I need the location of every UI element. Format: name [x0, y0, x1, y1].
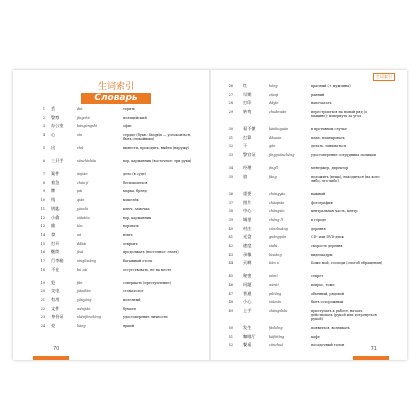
entry-hanzi: 行李箱 [51, 257, 64, 263]
entry-translation: кафе [311, 334, 320, 339]
entry-number: 9 [42, 189, 45, 194]
entry-pinyin: tiān a [269, 261, 279, 266]
entry-pinyin: sānzhīshǒu [77, 159, 97, 164]
entry-translation: перестроиться на новый ряд (о машине); повернуть за угол [311, 110, 367, 119]
entry-translation: положить (вещь), находиться (на кого-либо, что-либо) [311, 174, 381, 183]
vocab-row [211, 209, 407, 218]
entry-number: 39 [228, 217, 233, 222]
entry-hanzi: 转弯 [243, 109, 252, 115]
vocab-row [211, 201, 407, 210]
book-spread [13, 70, 407, 360]
entry-translation: сердце (букв.: fàngxīn — успокоиться, быть спокойным) [123, 133, 191, 142]
vocab-row [211, 235, 407, 244]
entry-hanzi: 牌 [51, 188, 56, 194]
entry-number: 16 [40, 250, 45, 255]
entry-pinyin: shàngshǒu [269, 309, 288, 314]
entry-hanzi: 小心 [243, 299, 252, 305]
entry-number: 40 [228, 226, 233, 231]
vocab-row [13, 242, 209, 251]
entry-number: 11 [40, 206, 45, 211]
vocab-row [211, 227, 407, 236]
entry-hanzi: 打开 [51, 240, 60, 246]
vocab-row [211, 283, 407, 292]
entry-hanzi: 干 [243, 143, 248, 149]
entry-number: 26 [228, 84, 233, 88]
entry-number: 20 [40, 289, 45, 294]
entry-pinyin: xiǎotōu [77, 215, 90, 220]
entry-pinyin: diū [77, 107, 83, 111]
entry-number: 22 [40, 306, 45, 311]
entry-pinyin: fàn [77, 280, 83, 285]
entry-number: 33 [228, 153, 233, 158]
entry-hanzi: 看不惯 [243, 126, 256, 132]
entry-translation: центральная часть, центр [311, 209, 358, 214]
vocab-row [13, 198, 209, 207]
entry-hanzi: 交电 [51, 288, 60, 294]
vocab-row [13, 146, 209, 159]
entry-number: 49 [228, 309, 233, 314]
entry-hanzi: 打印 [243, 100, 252, 106]
entry-number: 17 [40, 258, 45, 263]
vocab-row [13, 124, 209, 133]
entry-translation: в противном случае [311, 127, 347, 132]
vocab-row [13, 268, 209, 281]
entry-translation: отсутствовать, не на месте [123, 267, 172, 272]
vocab-row [13, 315, 209, 324]
entry-pinyin: sùdù [269, 243, 278, 248]
entry-translation: марка, бренд [123, 189, 147, 194]
entry-pinyin: xiǎoxīn [269, 300, 282, 305]
vocab-row [211, 136, 407, 145]
vocab-row [211, 274, 407, 283]
vocab-row [13, 250, 209, 259]
entry-number: 2 [42, 115, 45, 120]
entry-hanzi: 身份证 [51, 314, 64, 320]
entry-translation: совершать (преступление) [123, 280, 171, 285]
entry-translation: приступать к работе, начать действовать (рукой или дотронуться рукой) [311, 309, 377, 322]
entry-hanzi: 钥匙 [51, 205, 60, 211]
vocab-row [211, 84, 407, 93]
entry-hanzi: 录像 [243, 251, 252, 257]
entry-number: 30 [228, 127, 233, 132]
entry-number: 36 [228, 191, 233, 196]
entry-number: 23 [40, 315, 45, 320]
entry-pinyin: lùxiàng [269, 252, 282, 257]
entry-number: 13 [40, 224, 45, 229]
vocab-row [13, 207, 209, 216]
entry-translation: в городе [311, 217, 327, 222]
vocab-row [211, 326, 407, 335]
entry-hanzi: 红 [243, 83, 248, 88]
vocab-row [211, 218, 407, 227]
entry-number: 35 [228, 174, 233, 179]
entry-pinyin: zhōngxīn [269, 209, 285, 214]
vocab-row [211, 261, 407, 274]
entry-translation: ключ, замочка [123, 206, 150, 211]
entry-translation: взять [123, 232, 133, 237]
entry-number: 5 [42, 146, 45, 151]
entry-hanzi: 天啊 [243, 260, 252, 266]
vocab-row [13, 133, 209, 146]
entry-number: 46 [228, 283, 233, 287]
entry-hanzi: 城里 [243, 216, 252, 222]
entry-hanzi: 中心 [243, 208, 252, 214]
entry-hanzi: 出 [51, 145, 56, 151]
entry-number: 7 [42, 172, 45, 177]
entry-hanzi: 偷 [51, 223, 56, 229]
entry-translation: посадочный талон [311, 343, 345, 348]
entry-translation: яркий [123, 324, 134, 329]
entry-pinyin: zhòngyào [269, 191, 286, 196]
entry-pinyin: bàngōngshì [77, 124, 97, 129]
entry-translation: терять [123, 107, 135, 111]
vocab-row [211, 343, 407, 352]
entry-pinyin: ná [77, 232, 82, 237]
entry-translation: делать, заниматься [311, 144, 346, 149]
page-number-left: 70 [53, 346, 60, 352]
vocab-row [13, 298, 209, 307]
entry-hanzi: 咖啡厅 [243, 333, 256, 339]
entry-translation: стоматолог [123, 289, 144, 294]
entry-hanzi: 餐桌 [243, 342, 252, 348]
entry-hanzi: 问题 [243, 282, 252, 287]
vocab-row [13, 324, 209, 333]
vocab-row [211, 93, 407, 102]
entry-pinyin: tōu [77, 224, 83, 229]
vocab-row [13, 107, 209, 116]
entry-translation: открыть [123, 241, 138, 246]
entry-hanzi: 文件 [51, 305, 60, 311]
entry-number: 37 [228, 200, 233, 205]
entry-pinyin: xínglixiāng [77, 258, 96, 263]
page-tab-left [33, 356, 69, 360]
entry-number: 18 [40, 267, 45, 272]
vocab-row [211, 153, 407, 166]
entry-pinyin: jǐngchá [77, 115, 90, 120]
vocab-row [211, 110, 407, 127]
entry-translation: фотография [311, 200, 333, 205]
entry-pinyin: zhuǎnwān [269, 110, 287, 115]
entry-hanzi: 钱 [51, 197, 56, 203]
entry-pinyin: kànbuguàn [269, 127, 289, 132]
entry-pinyin: zháo jí [77, 180, 89, 185]
entry-translation: важный [311, 191, 326, 196]
entry-number: 10 [40, 198, 45, 203]
entry-translation: вопрос, тоже [311, 283, 335, 287]
entry-pinyin: wénjiàn [77, 306, 91, 311]
vocab-list-left [13, 107, 209, 333]
entry-pinyin: bù zài [77, 267, 88, 272]
entry-hanzi: 秘密 [243, 273, 252, 279]
entry-translation: полицейский [123, 115, 147, 120]
entry-pinyin: qián [77, 198, 85, 203]
entry-number: 31 [228, 135, 233, 140]
entry-number: 50 [228, 326, 233, 331]
vocab-row [13, 307, 209, 316]
entry-number: 27 [228, 92, 233, 97]
entry-pinyin: dǎsuan [269, 135, 282, 140]
entry-number: 24 [40, 324, 45, 329]
section-title-cn: 生词索引 [97, 82, 134, 92]
page-number-right: 71 [370, 346, 377, 352]
vocab-row [211, 175, 407, 192]
entry-pinyin: wèntí [269, 283, 279, 287]
left-page [13, 70, 209, 360]
entry-hanzi: 速度 [243, 242, 252, 248]
entry-pinyin: hóng [269, 84, 278, 88]
entry-translation: секрет [311, 274, 324, 279]
entry-translation: красный (+ мужчина) [311, 84, 351, 88]
entry-hanzi: 警官证 [243, 152, 256, 158]
entry-number: 19 [40, 280, 45, 285]
vocab-row [211, 300, 407, 309]
entry-number: 15 [40, 241, 45, 246]
right-page [211, 70, 407, 360]
entry-number: 41 [228, 235, 233, 240]
entry-number: 21 [40, 298, 45, 302]
entry-translation: удостоверение личности [123, 315, 168, 320]
vocab-row [211, 166, 407, 175]
entry-translation: видеокадры [311, 252, 333, 257]
entry-translation: багажный отсек [123, 258, 153, 263]
entry-hanzi: 小偷 [51, 214, 60, 220]
entry-number: 6 [42, 159, 45, 164]
vocab-row [211, 253, 407, 262]
entry-pinyin: jiāodiàn [77, 289, 91, 294]
entry-hanzi: 拿 [51, 231, 56, 237]
entry-pinyin: cānzhuō [269, 343, 284, 348]
entry-number: 29 [228, 110, 233, 115]
vocab-row [13, 216, 209, 225]
entry-pinyin: pǔtōng [269, 291, 282, 296]
entry-hanzi: 发生 [243, 325, 252, 331]
vocab-row [211, 144, 407, 153]
entry-pinyin: guāngpán [269, 235, 287, 240]
vocab-row [13, 224, 209, 233]
entry-number: 1 [42, 107, 45, 111]
entry-hanzi: 普通 [243, 290, 252, 296]
vocab-list-right [211, 84, 407, 352]
entry-number: 44 [228, 261, 233, 266]
entry-pinyin: jìxù [77, 250, 84, 255]
entry-hanzi: 心 [51, 132, 56, 138]
entry-translation: деревня [311, 226, 326, 231]
entry-number: 51 [228, 334, 233, 339]
entry-pinyin: liàng [77, 324, 86, 329]
vocab-row [13, 159, 209, 172]
entry-pinyin: shēnfènzhèng [77, 315, 101, 320]
entry-translation: бумаги [123, 306, 136, 311]
vocab-row [211, 101, 407, 110]
entry-hanzi: 照片 [243, 199, 252, 205]
entry-translation: CD- или DVD-диск [311, 235, 344, 240]
entry-pinyin: fāshēng [269, 326, 283, 331]
entry-translation: полезный [123, 298, 141, 302]
entry-hanzi: 亮 [51, 323, 56, 329]
entry-translation: вор, карманник [123, 215, 152, 220]
vocab-row [13, 281, 209, 290]
entry-number: 34 [228, 166, 233, 171]
entry-pinyin: xīn [77, 133, 83, 138]
entry-pinyin: chū [77, 146, 84, 151]
vocab-row [211, 335, 407, 344]
vocab-row [211, 127, 407, 136]
entry-translation: напечатать [311, 101, 332, 106]
vocab-row [211, 292, 407, 301]
entry-pinyin: mìmì [269, 274, 278, 279]
running-head: 生词索引 [373, 73, 395, 81]
entry-pinyin: zǎoqī [269, 92, 279, 97]
entry-number: 48 [228, 300, 233, 305]
entry-translation: удостоверение сотрудника полиции [311, 153, 376, 158]
entry-hanzi: 上手 [243, 308, 252, 314]
entry-translation: вор, карманник (восточное: три руки) [123, 159, 192, 164]
entry-pinyin: chéng lǐ [269, 217, 283, 222]
entry-translation: обычный, рядовой [311, 291, 345, 296]
entry-translation: появиться, возникать [311, 326, 350, 331]
entry-number: 32 [228, 144, 233, 149]
entry-hanzi: 案件 [51, 171, 60, 177]
entry-pinyin: dǎkāi [77, 241, 87, 246]
entry-pinyin: ànjiàn [77, 172, 88, 177]
entry-number: 38 [228, 209, 233, 214]
entry-pinyin: fàng [269, 174, 277, 179]
entry-translation: ранний [311, 92, 325, 97]
entry-number: 52 [228, 343, 233, 348]
entry-hanzi: 经理 [243, 165, 252, 171]
entry-translation: дело (в суде) [123, 172, 146, 177]
section-title [81, 82, 151, 104]
entry-hanzi: 不在 [51, 266, 60, 272]
entry-translation: скорость деревня [311, 243, 343, 248]
entry-number: 43 [228, 252, 233, 257]
entry-hanzi: 有用 [51, 297, 60, 302]
entry-number: 28 [228, 101, 233, 106]
vocab-row [211, 192, 407, 201]
entry-number: 3 [42, 124, 45, 129]
entry-hanzi: 办公室 [51, 123, 64, 129]
entry-number: 47 [228, 291, 233, 296]
vocab-row [13, 189, 209, 198]
entry-translation: вынести, проходить, выйти (наружу) [123, 146, 190, 151]
entry-hanzi: 放 [243, 173, 248, 179]
vocab-row [211, 244, 407, 253]
entry-translation: Боже мой, господи (способ обращения) [311, 261, 383, 266]
vocab-row [13, 233, 209, 242]
entry-pinyin: gàn [269, 144, 276, 149]
entry-hanzi: 丢 [51, 106, 56, 111]
vocab-row [13, 181, 209, 190]
entry-hanzi: 重要 [243, 190, 252, 196]
entry-hanzi: 早期 [243, 91, 252, 97]
section-title-ru: Словарь [81, 93, 151, 104]
entry-translation: воровать [123, 224, 139, 229]
entry-pinyin: jīnglǐ [269, 166, 278, 171]
entry-pinyin: kāfēitīng [269, 334, 285, 339]
entry-hanzi: 着急 [51, 179, 60, 185]
entry-translation: офис [123, 124, 132, 129]
entry-number: 14 [40, 232, 45, 237]
vocab-row [13, 172, 209, 181]
entry-pinyin: yàoshi [77, 206, 88, 211]
entry-pinyin: pái [77, 189, 83, 194]
entry-hanzi: 警察 [51, 114, 60, 120]
entry-hanzi: 继续 [51, 249, 60, 255]
entry-translation: кошелёк [123, 198, 139, 203]
entry-hanzi: 光盘 [243, 234, 252, 240]
entry-hanzi: 打算 [243, 134, 252, 140]
entry-pinyin: zhàopiàn [269, 200, 285, 205]
entry-number: 4 [42, 133, 45, 138]
entry-pinyin: cūnzhuāng [269, 226, 288, 231]
entry-translation: беспокоиться [123, 180, 148, 185]
vocab-row [13, 289, 209, 298]
vocab-row [13, 116, 209, 125]
vocab-row [13, 259, 209, 268]
entry-translation: менеджер, директор [311, 166, 349, 171]
entry-translation: план, планировать [311, 135, 345, 140]
page-tab-right [353, 356, 389, 360]
entry-translation: продолжать (восточное: гнать) [123, 250, 179, 255]
entry-number: 12 [40, 215, 45, 220]
entry-hanzi: 犯 [51, 279, 56, 285]
entry-number: 8 [42, 180, 45, 185]
entry-pinyin: dǎyìn [269, 101, 279, 106]
entry-hanzi: 三只手 [51, 158, 64, 164]
vocab-row [211, 309, 407, 326]
entry-pinyin: yǒuyòng [77, 298, 92, 302]
entry-number: 45 [228, 274, 233, 279]
entry-number: 42 [228, 243, 233, 248]
entry-hanzi: 村庄 [243, 225, 252, 231]
entry-pinyin: jǐngguānzhèng [269, 153, 295, 158]
entry-translation: быть осторожным [311, 300, 344, 305]
